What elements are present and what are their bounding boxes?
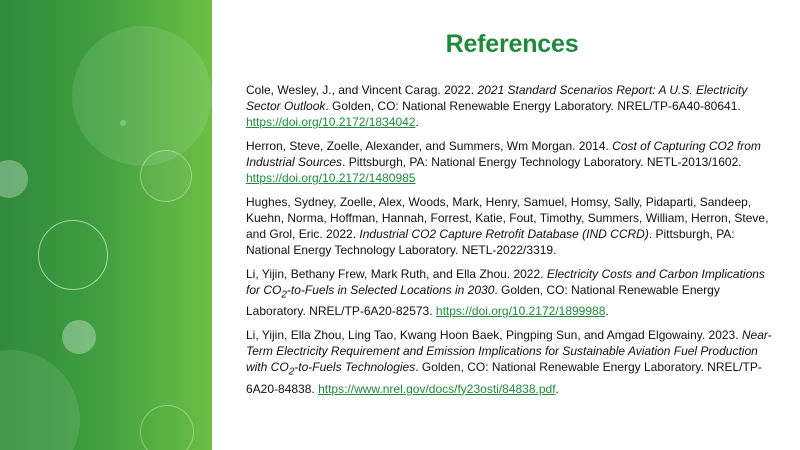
reference-authors: Hughes, Sydney, Zoelle, Alex, Woods, Mark, Henry, Samuel, Homsy, Sally, Pidaparti, Sandeep, Kuehn, Norma, Hoffman, Hannah, Forrest, Katie, Fout, Timothy, Summers, William, Herron, Steve, and Grol, Eric. 2022.: [246, 195, 769, 241]
reference-publisher: . Pittsburgh, PA: National Energy Technology Laboratory. NETL-2022/3319.: [246, 227, 735, 257]
decorative-circle: [140, 405, 194, 450]
decorative-sidebar: [0, 0, 212, 450]
reference-title-part: -to-Fuels in Selected Locations in 2030: [286, 283, 495, 297]
reference-item: [246, 138, 778, 186]
decorative-circle: [38, 220, 108, 290]
reference-authors: Li, Yijin, Bethany Frew, Mark Ruth, and Ella Zhou. 2022.: [246, 267, 547, 281]
reference-link[interactable]: https://doi.org/10.2172/1480985: [246, 171, 416, 185]
decorative-circle: [0, 160, 28, 198]
reference-title: 2021 Standard Scenarios Report: A U.S. Electricity Sector Outlook: [246, 83, 748, 113]
reference-publisher: . Golden, CO: National Renewable Energy Laboratory. NREL/TP-6A40-80641.: [325, 99, 741, 113]
reference-publisher: . Golden, CO: National Renewable Energy Laboratory. NREL/TP-6A20-84838.: [246, 360, 762, 396]
reference-link[interactable]: https://doi.org/10.2172/1834042: [246, 115, 416, 129]
reference-end: .: [555, 381, 559, 396]
subscript: 2: [288, 366, 295, 378]
decorative-circle: [72, 26, 212, 166]
reference-link[interactable]: https://doi.org/10.2172/1899988: [435, 304, 606, 319]
reference-end: .: [415, 115, 419, 129]
page-title: References: [445, 30, 579, 58]
reference-title-part: Electricity Costs and Carbon Implications for CO: [246, 267, 765, 297]
decorative-circle: [140, 150, 192, 202]
subscript: 2: [281, 289, 287, 301]
reference-item: [246, 266, 778, 319]
reference-item: [246, 327, 778, 396]
reference-title: Industrial CO2 Capture Retrofit Database (IND CCRD): [359, 227, 649, 241]
reference-publisher: . Pittsburgh, PA: National Energy Technology Laboratory. NETL-2013/1602.: [342, 155, 742, 169]
decorative-circle: [120, 120, 126, 126]
reference-item: [246, 194, 778, 258]
reference-publisher: . Golden, CO: National Renewable Energy Laboratory. NREL/TP-6A20-82573.: [246, 283, 720, 319]
reference-list: [246, 82, 778, 405]
reference-item: [246, 82, 778, 130]
reference-authors: Herron, Steve, Zoelle, Alexander, and Summers, Wm Morgan. 2014.: [246, 139, 613, 153]
reference-title-part: Near-Term Electricity Requirement and Emission Implications for Sustainable Aviation Fuel Production with CO: [246, 328, 772, 375]
reference-link[interactable]: https://www.nrel.gov/docs/fy23osti/84838.pdf: [318, 381, 556, 396]
reference-end: .: [605, 304, 609, 319]
decorative-circle: [0, 350, 80, 450]
reference-authors: Li, Yijin, Ella Zhou, Ling Tao, Kwang Hoon Baek, Pingping Sun, and Amgad Elgowainy. 2023.: [246, 328, 742, 343]
decorative-circle: [62, 320, 96, 354]
reference-title-part: -to-Fuels Technologies: [294, 360, 416, 375]
reference-authors: Cole, Wesley, J., and Vincent Carag. 2022.: [246, 83, 478, 97]
reference-title: Cost of Capturing CO2 from Industrial Sources: [246, 139, 761, 169]
